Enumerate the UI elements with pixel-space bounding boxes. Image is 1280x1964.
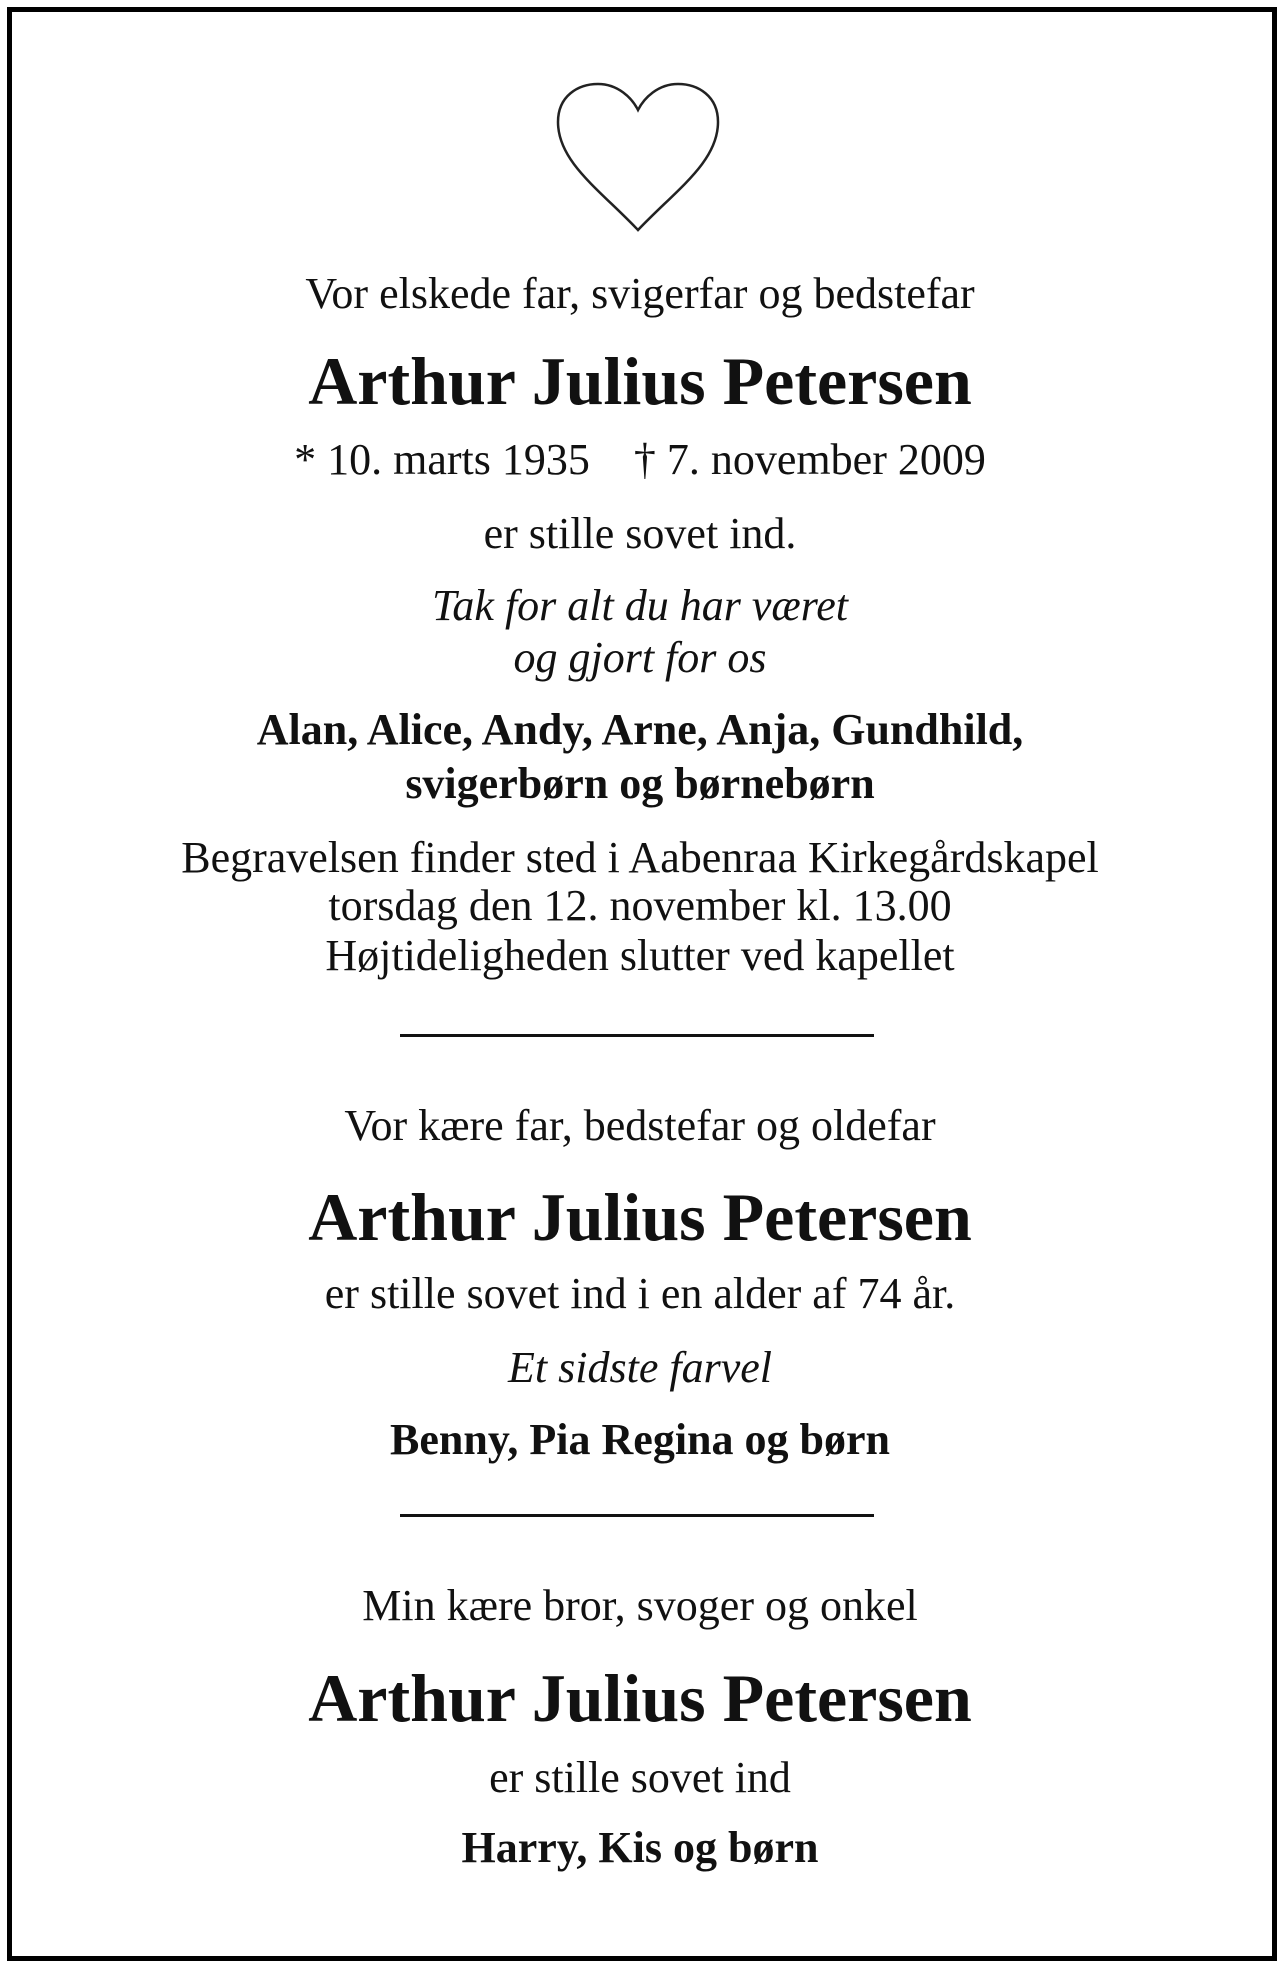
notice-1-funeral-line-1: Begravelsen finder sted i Aabenraa Kirkegårdskapel <box>181 833 1099 882</box>
notice-1-quote-line-1: Tak for alt du har været <box>431 581 848 630</box>
notice-1-dates <box>0 435 1280 484</box>
notice-3-signature: Harry, Kis og børn <box>461 1823 819 1872</box>
notice-1-quote-line-2: og gjort for os <box>513 633 767 682</box>
notice-3-intro: Min kære bror, svoger og onkel <box>362 1581 918 1630</box>
notice-3-name: Arthur Julius Petersen <box>308 1660 972 1736</box>
notice-2-signature: Benny, Pia Regina og børn <box>390 1415 890 1464</box>
heart-icon <box>552 80 724 238</box>
death-date: † 7. november 2009 <box>633 435 986 484</box>
notice-1-signature-line-2: svigerbørn og børnebørn <box>405 759 875 808</box>
notice-2-status: er stille sovet ind i en alder af 74 år. <box>324 1269 956 1318</box>
notice-3-status: er stille sovet ind <box>489 1753 791 1802</box>
notice-1-funeral-line-2: torsdag den 12. november kl. 13.00 <box>328 881 952 930</box>
notice-1-intro: Vor elskede far, svigerfar og bedstefar <box>305 269 975 318</box>
notice-1-funeral-line-3: Højtideligheden slutter ved kapellet <box>325 931 955 980</box>
divider-2 <box>400 1514 874 1517</box>
notice-1-name: Arthur Julius Petersen <box>308 343 972 419</box>
notice-2-quote: Et sidste farvel <box>508 1343 772 1392</box>
birth-date: * 10. marts 1935 <box>294 435 590 484</box>
notice-2-name: Arthur Julius Petersen <box>308 1179 972 1255</box>
divider-1 <box>400 1034 874 1037</box>
notice-1-status: er stille sovet ind. <box>483 509 797 558</box>
notice-2-intro: Vor kære far, bedstefar og oldefar <box>344 1101 936 1150</box>
notice-1-signature-line-1: Alan, Alice, Andy, Arne, Anja, Gundhild, <box>256 705 1024 754</box>
